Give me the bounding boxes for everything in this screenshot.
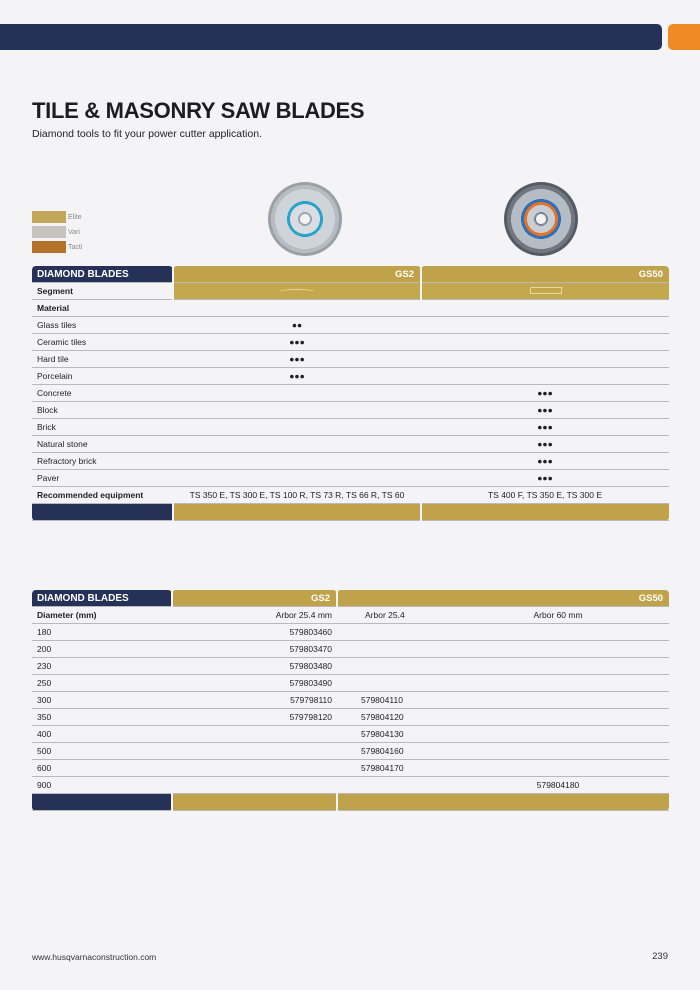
table-row xyxy=(32,641,669,658)
gs2-equipment: TS 350 E, TS 300 E, TS 100 R, TS 73 R, TS 66 R, TS 60 xyxy=(173,487,421,504)
material-name: Glass tiles xyxy=(32,317,173,334)
gs2-rating xyxy=(173,453,421,470)
gs50-rating xyxy=(421,351,669,368)
material-label: Material xyxy=(32,300,173,317)
segment-gs2-cell xyxy=(173,283,421,300)
gs2-rating xyxy=(173,419,421,436)
table-footer-row xyxy=(32,794,669,811)
gs2-article-number: 579803470 xyxy=(172,641,337,658)
diameter-value: 400 xyxy=(32,726,172,743)
segment-shape-icon xyxy=(279,289,315,294)
gs50-article-number-60 xyxy=(447,709,669,726)
material-name: Natural stone xyxy=(32,436,173,453)
gs50-article-number-60 xyxy=(447,675,669,692)
gs2-blade-image xyxy=(268,182,342,256)
material-name: Paver xyxy=(32,470,173,487)
table-header-row xyxy=(32,590,669,607)
gs2-rating xyxy=(173,385,421,402)
gs2-rating: ●●● xyxy=(173,334,421,351)
gs50-blade-image xyxy=(504,182,578,256)
gs2-article-number xyxy=(172,743,337,760)
legend-swatch xyxy=(32,241,66,253)
gs50-article-number-60: 579804180 xyxy=(447,777,669,794)
gs2-article-number: 579798110 xyxy=(172,692,337,709)
table-row xyxy=(32,317,669,334)
gs50-rating xyxy=(421,368,669,385)
table-row xyxy=(32,624,669,641)
table-row xyxy=(32,709,669,726)
gs2-article-number: 579798120 xyxy=(172,709,337,726)
column-header-gs50: GS50 xyxy=(337,590,669,607)
diameter-value: 250 xyxy=(32,675,172,692)
material-name: Brick xyxy=(32,419,173,436)
header-tab xyxy=(668,24,700,50)
page-title: TILE & MASONRY SAW BLADES xyxy=(32,98,365,123)
gs50-article-number-60 xyxy=(447,624,669,641)
segment-shape-icon xyxy=(530,287,562,294)
gs2-rating xyxy=(173,436,421,453)
table-row xyxy=(32,777,669,794)
legend-swatch xyxy=(32,211,66,223)
table-header-title: DIAMOND BLADES xyxy=(32,590,172,607)
gs50-rating: ●●● xyxy=(421,436,669,453)
table-row xyxy=(32,760,669,777)
gs2-article-number xyxy=(172,777,337,794)
equipment-label: Recommended equipment xyxy=(32,487,173,504)
arbor-gs2: Arbor 25.4 mm xyxy=(172,607,337,624)
table-row xyxy=(32,436,669,453)
legend xyxy=(32,210,82,255)
gs50-article-number xyxy=(337,641,447,658)
gs50-rating: ●●● xyxy=(421,470,669,487)
gs50-rating: ●●● xyxy=(421,385,669,402)
table-row xyxy=(32,385,669,402)
gs50-article-number-60 xyxy=(447,743,669,760)
legend-label: Vari xyxy=(68,228,80,236)
gs2-article-number xyxy=(172,760,337,777)
gs50-article-number: 579804170 xyxy=(337,760,447,777)
segment-row xyxy=(32,283,669,300)
gs2-rating xyxy=(173,470,421,487)
gs50-rating: ●●● xyxy=(421,453,669,470)
legend-item-elite xyxy=(32,210,82,224)
material-name: Block xyxy=(32,402,173,419)
table-row xyxy=(32,658,669,675)
gs2-article-number: 579803480 xyxy=(172,658,337,675)
gs50-article-number: 579804130 xyxy=(337,726,447,743)
table-row xyxy=(32,334,669,351)
diameter-value: 500 xyxy=(32,743,172,760)
gs50-article-number-60 xyxy=(447,641,669,658)
column-header-gs2: GS2 xyxy=(172,590,337,607)
gs2-article-number xyxy=(172,726,337,743)
gs50-article-number: 579804120 xyxy=(337,709,447,726)
diameter-header-row xyxy=(32,607,669,624)
material-name: Hard tile xyxy=(32,351,173,368)
gs50-article-number xyxy=(337,658,447,675)
gs50-article-number-60 xyxy=(447,726,669,743)
gs50-equipment: TS 400 F, TS 350 E, TS 300 E xyxy=(421,487,669,504)
gs50-rating xyxy=(421,317,669,334)
material-name: Concrete xyxy=(32,385,173,402)
table-header-title: DIAMOND BLADES xyxy=(32,266,173,283)
arbor-gs50-large: Arbor 60 mm xyxy=(447,607,669,624)
table-row xyxy=(32,402,669,419)
table-row xyxy=(32,351,669,368)
material-label-row xyxy=(32,300,669,317)
legend-swatch xyxy=(32,226,66,238)
table-row xyxy=(32,675,669,692)
gs50-article-number xyxy=(337,675,447,692)
table-row xyxy=(32,453,669,470)
gs50-rating xyxy=(421,334,669,351)
material-table xyxy=(32,266,669,521)
table-row xyxy=(32,368,669,385)
page-subtitle: Diamond tools to fit your power cutter application. xyxy=(32,128,262,140)
footer-url[interactable]: www.husqvarnaconstruction.com xyxy=(32,952,157,962)
diameter-value: 600 xyxy=(32,760,172,777)
diameter-value: 900 xyxy=(32,777,172,794)
diameter-value: 180 xyxy=(32,624,172,641)
gs50-article-number-60 xyxy=(447,760,669,777)
gs50-article-number xyxy=(337,624,447,641)
gs2-rating: ●●● xyxy=(173,351,421,368)
table-row xyxy=(32,692,669,709)
column-header-gs2: GS2 xyxy=(173,266,421,283)
table-row xyxy=(32,726,669,743)
diameter-label: Diameter (mm) xyxy=(32,607,172,624)
material-name: Refractory brick xyxy=(32,453,173,470)
article-number-table xyxy=(32,590,669,811)
gs50-article-number: 579804110 xyxy=(337,692,447,709)
material-name: Ceramic tiles xyxy=(32,334,173,351)
diameter-value: 200 xyxy=(32,641,172,658)
gs50-rating: ●●● xyxy=(421,402,669,419)
table-row xyxy=(32,419,669,436)
gs2-rating: ●●● xyxy=(173,368,421,385)
segment-gs50-cell xyxy=(421,283,669,300)
table-row xyxy=(32,470,669,487)
column-header-gs50: GS50 xyxy=(421,266,669,283)
gs2-rating xyxy=(173,402,421,419)
legend-item-tacti xyxy=(32,240,82,254)
gs50-article-number: 579804160 xyxy=(337,743,447,760)
page-number: 239 xyxy=(652,951,668,962)
gs2-article-number: 579803490 xyxy=(172,675,337,692)
gs50-article-number-60 xyxy=(447,692,669,709)
arbor-gs50-small: Arbor 25.4 xyxy=(337,607,447,624)
table-footer-row xyxy=(32,504,669,521)
legend-label: Tacti xyxy=(68,243,83,251)
material-name: Porcelain xyxy=(32,368,173,385)
gs2-article-number: 579803460 xyxy=(172,624,337,641)
legend-label: Elite xyxy=(68,213,82,221)
legend-item-vari xyxy=(32,225,82,239)
table-row xyxy=(32,743,669,760)
diameter-value: 350 xyxy=(32,709,172,726)
gs50-article-number-60 xyxy=(447,658,669,675)
segment-label: Segment xyxy=(32,283,173,300)
equipment-row xyxy=(32,487,669,504)
header-band xyxy=(0,24,662,50)
diameter-value: 300 xyxy=(32,692,172,709)
diameter-value: 230 xyxy=(32,658,172,675)
gs50-rating: ●●● xyxy=(421,419,669,436)
gs50-article-number xyxy=(337,777,447,794)
table-header-row xyxy=(32,266,669,283)
gs2-rating: ●● xyxy=(173,317,421,334)
